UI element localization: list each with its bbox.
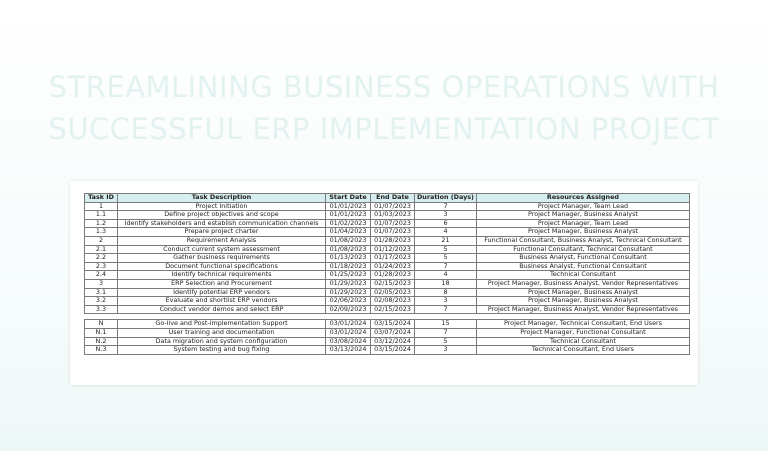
table-row <box>85 271 690 280</box>
column-header-start-date[interactable]: Start Date <box>326 194 371 203</box>
cell-task-id[interactable]: 2.2 <box>85 254 118 263</box>
cell-start-date[interactable]: 01/18/2023 <box>326 262 371 271</box>
cell-duration[interactable]: 7 <box>415 202 477 211</box>
cell-end-date[interactable]: 01/28/2023 <box>371 236 415 245</box>
cell-start-date[interactable]: 03/01/2024 <box>326 320 371 329</box>
cell-resources-assigned[interactable]: Project Manager, Technical Consultant, End Users <box>476 320 689 329</box>
title-line-1: STREAMLINING BUSINESS OPERATIONS WITH <box>48 70 720 104</box>
cell-task-id[interactable]: N <box>85 320 118 329</box>
cell-resources-assigned[interactable]: Project Manager, Business Analyst, Vendor Representatives <box>476 279 689 288</box>
cell-task-description[interactable]: Project Initiation <box>118 202 326 211</box>
cell-duration[interactable]: 6 <box>415 219 477 228</box>
cell-resources-assigned[interactable]: Technical Consultant <box>476 271 689 280</box>
cell-task-description[interactable]: Identify potential ERP vendors <box>118 288 326 297</box>
cell-duration[interactable]: 5 <box>415 245 477 254</box>
cell-duration[interactable]: 4 <box>415 271 477 280</box>
cell-end-date[interactable]: 02/15/2023 <box>371 279 415 288</box>
cell-start-date[interactable]: 01/29/2023 <box>326 279 371 288</box>
cell-start-date[interactable]: 03/08/2024 <box>326 337 371 346</box>
cell-end-date[interactable]: 01/07/2023 <box>371 219 415 228</box>
cell-end-date[interactable]: 01/28/2023 <box>371 271 415 280</box>
cell-resources-assigned[interactable]: Project Manager, Functional Consultant <box>476 328 689 337</box>
cell-duration[interactable]: 21 <box>415 236 477 245</box>
cell-task-id[interactable]: 3.3 <box>85 305 118 314</box>
cell-task-id[interactable]: 3.1 <box>85 288 118 297</box>
table-row <box>85 328 690 337</box>
column-header-task-description[interactable]: Task Description <box>118 194 326 203</box>
cell-start-date[interactable]: 01/01/2023 <box>326 202 371 211</box>
cell-task-id[interactable]: 1.2 <box>85 219 118 228</box>
header-row <box>85 194 690 203</box>
cell-start-date[interactable]: 01/08/2023 <box>326 236 371 245</box>
column-header-task-id[interactable]: Task ID <box>85 194 118 203</box>
cell-task-id[interactable]: 3 <box>85 279 118 288</box>
cell-duration[interactable]: 4 <box>415 228 477 237</box>
table-row <box>85 219 690 228</box>
cell-task-description[interactable]: Conduct current system assessment <box>118 245 326 254</box>
cell-end-date[interactable]: 01/17/2023 <box>371 254 415 263</box>
cell-start-date[interactable]: 01/25/2023 <box>326 271 371 280</box>
cell-end-date[interactable]: 02/05/2023 <box>371 288 415 297</box>
table-row <box>85 305 690 314</box>
cell-task-description[interactable]: Go-live and Post-implementation Support <box>118 320 326 329</box>
cell-task-description[interactable]: System testing and bug fixing <box>118 346 326 355</box>
cell-task-id[interactable]: 3.2 <box>85 297 118 306</box>
table-row <box>85 297 690 306</box>
cell-start-date[interactable]: 01/29/2023 <box>326 288 371 297</box>
cell-duration[interactable]: 3 <box>415 211 477 220</box>
cell-task-description[interactable]: Evaluate and shortlist ERP vendors <box>118 297 326 306</box>
table-row <box>85 236 690 245</box>
cell-start-date[interactable]: 03/01/2024 <box>326 328 371 337</box>
cell-resources-assigned[interactable]: Technical Consultant, End Users <box>476 346 689 355</box>
table-row <box>85 320 690 329</box>
cell-task-id[interactable]: 1.1 <box>85 211 118 220</box>
cell-resources-assigned[interactable]: Business Analyst, Functional Consultant <box>476 262 689 271</box>
cell-resources-assigned[interactable]: Business Analyst, Functional Consultant <box>476 254 689 263</box>
table-row <box>85 228 690 237</box>
spreadsheet-sheet <box>70 181 698 385</box>
cell-resources-assigned[interactable]: Project Manager, Business Analyst, Vendor Representatives <box>476 305 689 314</box>
cell-duration[interactable]: 18 <box>415 279 477 288</box>
cell-duration[interactable]: 5 <box>415 337 477 346</box>
table-row <box>85 279 690 288</box>
cell-task-id[interactable]: N.2 <box>85 337 118 346</box>
table-row <box>85 254 690 263</box>
cell-task-description[interactable]: Identify stakeholders and establish communication channels <box>118 219 326 228</box>
cell-task-description[interactable]: Define project objectives and scope <box>118 211 326 220</box>
cell-end-date[interactable]: 03/07/2024 <box>371 328 415 337</box>
cell-task-id[interactable]: 1 <box>85 202 118 211</box>
cell-start-date[interactable]: 03/13/2024 <box>326 346 371 355</box>
page-title <box>0 66 768 150</box>
cell-task-description[interactable]: Document functional specifications <box>118 262 326 271</box>
cell-task-id[interactable]: N.1 <box>85 328 118 337</box>
cell-resources-assigned[interactable]: Project Manager, Business Analyst <box>476 211 689 220</box>
column-header-end-date[interactable]: End Date <box>371 194 415 203</box>
cell-task-id[interactable]: 2.3 <box>85 262 118 271</box>
table-row <box>85 202 690 211</box>
cell-task-id[interactable]: 1.3 <box>85 228 118 237</box>
cell-resources-assigned[interactable]: Project Manager, Team Lead <box>476 219 689 228</box>
cell-duration[interactable]: 7 <box>415 305 477 314</box>
cell-start-date[interactable]: 02/06/2023 <box>326 297 371 306</box>
cell-duration[interactable]: 8 <box>415 288 477 297</box>
cell-end-date[interactable]: 01/24/2023 <box>371 262 415 271</box>
cell-resources-assigned[interactable]: Functional Consultant, Business Analyst, Technical Consultant <box>476 236 689 245</box>
cell-task-description[interactable]: Conduct vendor demos and select ERP <box>118 305 326 314</box>
cell-task-id[interactable]: 2 <box>85 236 118 245</box>
cell-end-date[interactable]: 01/07/2023 <box>371 228 415 237</box>
cell-task-description[interactable]: Identify technical requirements <box>118 271 326 280</box>
cell-resources-assigned[interactable]: Technical Consultant <box>476 337 689 346</box>
cell-resources-assigned[interactable]: Project Manager, Business Analyst <box>476 297 689 306</box>
cell-resources-assigned[interactable]: Project Manager, Business Analyst <box>476 288 689 297</box>
table-row <box>85 211 690 220</box>
table-row <box>85 262 690 271</box>
cell-end-date[interactable]: 02/15/2023 <box>371 305 415 314</box>
cell-duration[interactable]: 7 <box>415 328 477 337</box>
cell-resources-assigned[interactable]: Project Manager, Business Analyst <box>476 228 689 237</box>
cell-end-date[interactable]: 01/07/2023 <box>371 202 415 211</box>
table-row <box>85 245 690 254</box>
cell-task-id[interactable]: 2.1 <box>85 245 118 254</box>
table-body <box>85 202 690 354</box>
cell-start-date[interactable]: 01/08/2023 <box>326 245 371 254</box>
column-header-duration[interactable]: Duration (Days) <box>415 194 477 203</box>
cell-end-date[interactable]: 03/12/2024 <box>371 337 415 346</box>
task-table <box>84 193 690 355</box>
table-row <box>85 346 690 355</box>
cell-end-date[interactable]: 01/03/2023 <box>371 211 415 220</box>
cell-start-date[interactable]: 01/13/2023 <box>326 254 371 263</box>
cell-start-date[interactable]: 01/01/2023 <box>326 211 371 220</box>
cell-task-description[interactable]: User training and documentation <box>118 328 326 337</box>
cell-start-date[interactable]: 01/02/2023 <box>326 219 371 228</box>
cell-duration[interactable]: 3 <box>415 346 477 355</box>
cell-resources-assigned[interactable]: Functional Consultant, Technical Consultant <box>476 245 689 254</box>
cell-duration[interactable]: 5 <box>415 254 477 263</box>
cell-end-date[interactable]: 01/12/2023 <box>371 245 415 254</box>
cell-end-date[interactable]: 03/15/2024 <box>371 346 415 355</box>
cell-end-date[interactable]: 02/08/2023 <box>371 297 415 306</box>
cell-duration[interactable]: 3 <box>415 297 477 306</box>
cell-resources-assigned[interactable]: Project Manager, Team Lead <box>476 202 689 211</box>
cell-start-date[interactable]: 01/04/2023 <box>326 228 371 237</box>
cell-task-id[interactable]: 2.4 <box>85 271 118 280</box>
cell-start-date[interactable]: 02/09/2023 <box>326 305 371 314</box>
cell-task-description[interactable]: ERP Selection and Procurement <box>118 279 326 288</box>
cell-task-description[interactable]: Gather business requirements <box>118 254 326 263</box>
table-row <box>85 337 690 346</box>
cell-task-description[interactable]: Data migration and system configuration <box>118 337 326 346</box>
column-header-resources-assigned[interactable]: Resources Assigned <box>476 194 689 203</box>
cell-task-description[interactable]: Requirement Analysis <box>118 236 326 245</box>
cell-task-id[interactable]: N.3 <box>85 346 118 355</box>
table-row <box>85 288 690 297</box>
cell-duration[interactable]: 7 <box>415 262 477 271</box>
cell-task-description[interactable]: Prepare project charter <box>118 228 326 237</box>
title-line-2: SUCCESSFUL ERP IMPLEMENTATION PROJECT <box>48 112 720 146</box>
cell-duration[interactable]: 15 <box>415 320 477 329</box>
cell-end-date[interactable]: 03/15/2024 <box>371 320 415 329</box>
